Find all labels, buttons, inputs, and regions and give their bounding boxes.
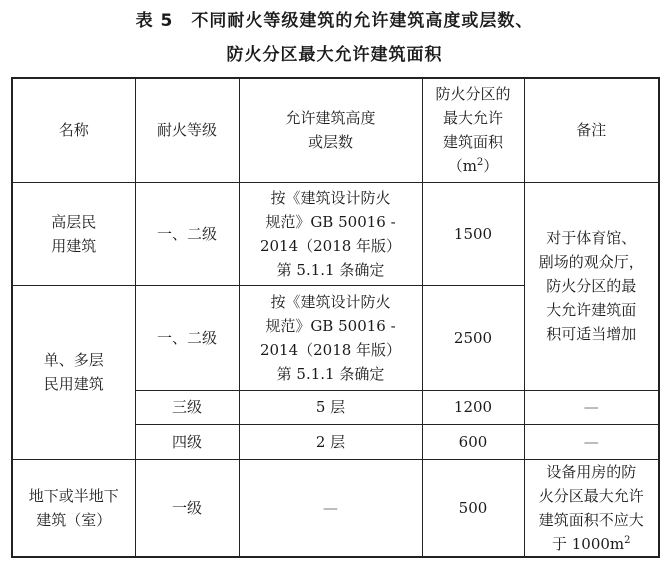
table-number: 表 5	[135, 11, 174, 31]
table-title-line2: 防火分区最大允许建筑面积	[226, 45, 443, 65]
cell-grade-multi-c: 四级	[135, 424, 239, 459]
header-note: 备注	[524, 78, 659, 182]
cell-name-multi: 单、多层 民用建筑	[12, 285, 135, 459]
cell-height-high-rise: 按《建筑设计防火 规范》GB 50016 - 2014（2018 年版） 第 5.1.1 条确定	[239, 182, 422, 285]
cell-grade-multi-a: 一、二级	[135, 285, 239, 390]
cell-height-multi-a: 按《建筑设计防火 规范》GB 50016 - 2014（2018 年版） 第 5.1.1 条确定	[239, 285, 422, 390]
cell-area-high-rise: 1500	[422, 182, 524, 285]
cell-height-multi-c: 2 层	[239, 424, 422, 459]
header-area: 防火分区的 最大允许 建筑面积 $(m^2)$	[422, 78, 524, 182]
cell-area-multi-b: 1200	[422, 390, 524, 424]
cell-height-multi-b: 5 层	[239, 390, 422, 424]
cell-grade-underground: 一级	[135, 459, 239, 557]
header-height: 允许建筑高度 或层数	[239, 78, 422, 182]
cell-grade-multi-b: 三级	[135, 390, 239, 424]
cell-height-underground: —	[239, 459, 422, 557]
cell-name-high-rise: 高层民 用建筑	[12, 182, 135, 285]
table-row-high-rise	[12, 182, 659, 285]
cell-note-underground: 设备用房的防 火分区最大允许 建筑面积不应大 于 $1000m^2$	[524, 459, 659, 557]
header-grade: 耐火等级	[135, 78, 239, 182]
table-header-row	[12, 78, 659, 182]
fire-rating-table	[11, 77, 660, 558]
table-title-line1	[0, 6, 669, 31]
cell-area-underground: 500	[422, 459, 524, 557]
cell-note-multi-b: —	[524, 390, 659, 424]
cell-name-underground: 地下或半地下 建筑（室）	[12, 459, 135, 557]
cell-grade-high-rise: 一、二级	[135, 182, 239, 285]
header-name: 名称	[12, 78, 135, 182]
cell-area-multi-a: 2500	[422, 285, 524, 390]
cell-note-shared: 对于体育馆、 剧场的观众厅， 防火分区的最 大允许建筑面 积可适当增加	[524, 182, 659, 390]
cell-area-multi-c: 600	[422, 424, 524, 459]
table-row-underground	[12, 459, 659, 557]
table-title-text: 不同耐火等级建筑的允许建筑高度或层数、	[191, 11, 534, 31]
cell-note-multi-c: —	[524, 424, 659, 459]
